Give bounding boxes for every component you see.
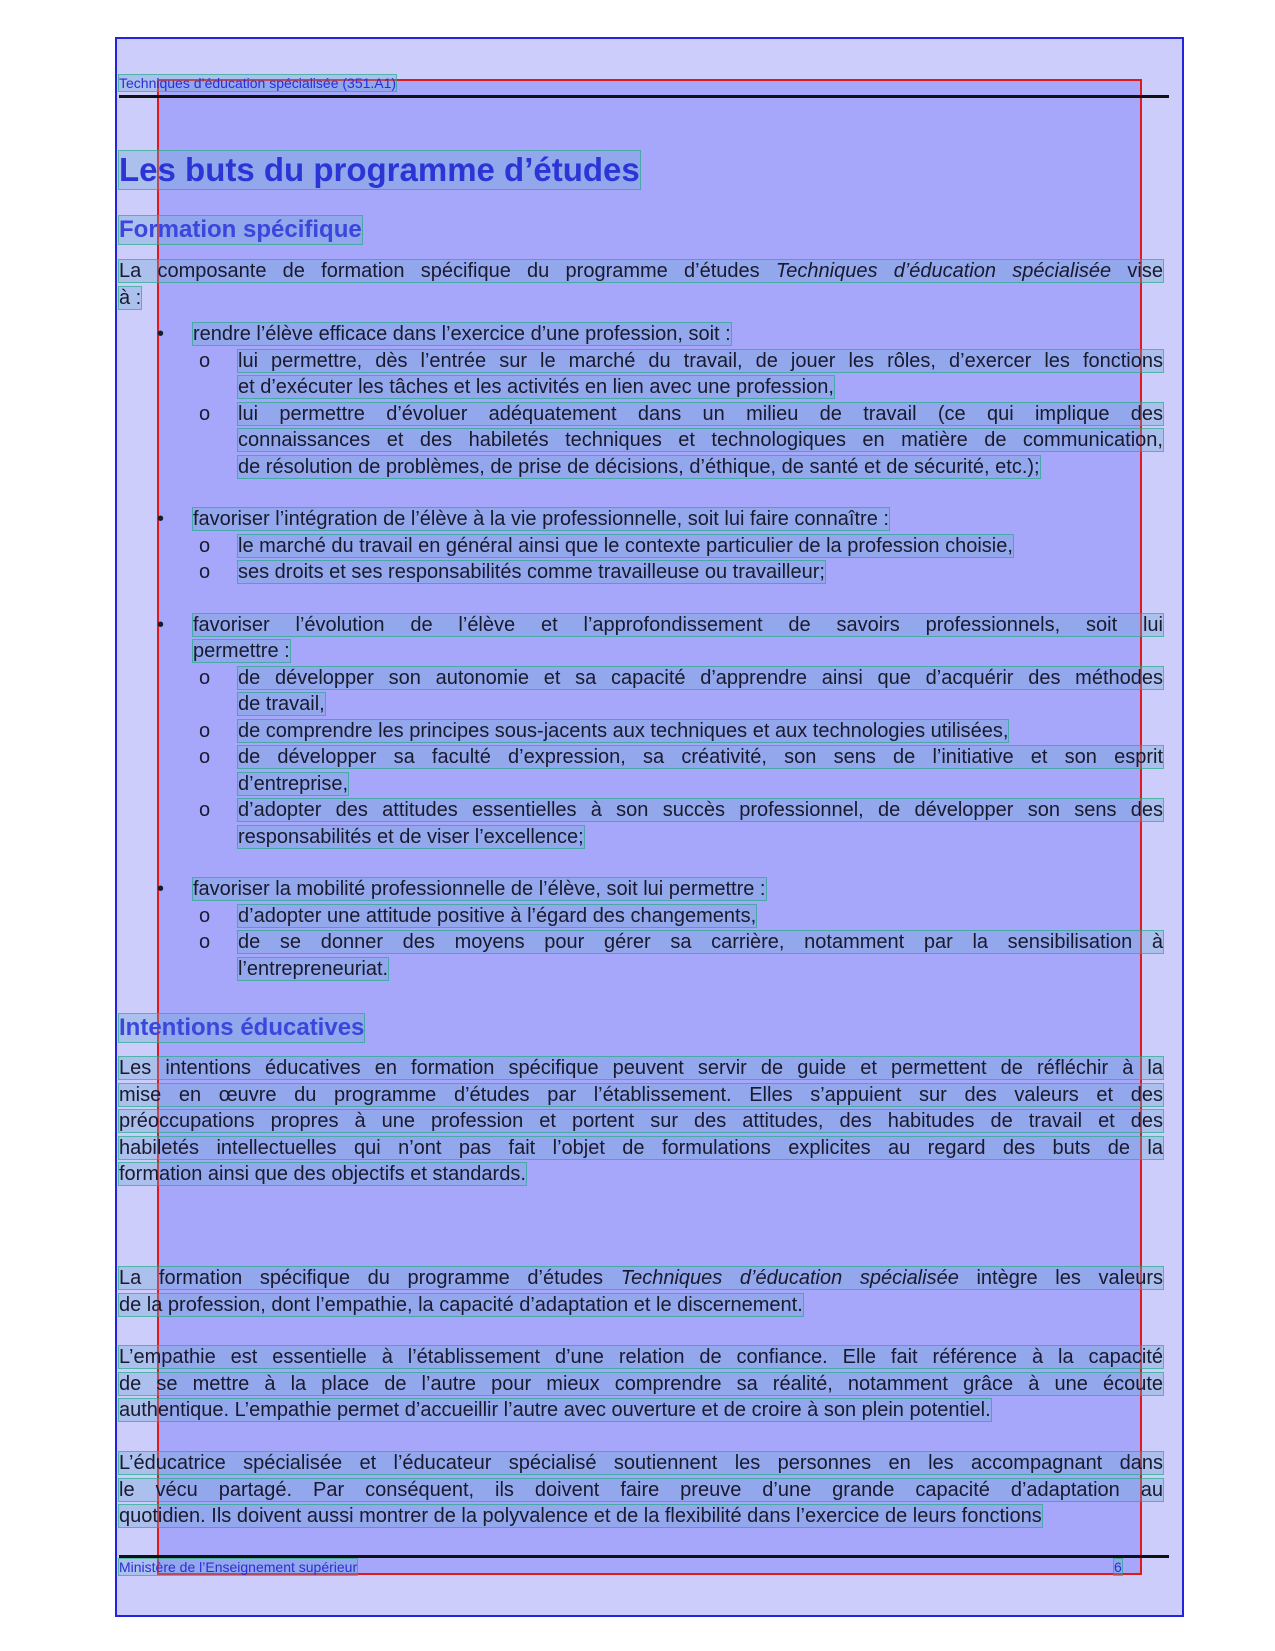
- bullet-dot-icon: •: [157, 613, 165, 636]
- paragraph-line: [119, 1344, 1163, 1371]
- paragraph-line: [119, 1503, 1163, 1530]
- paragraph-line: [119, 1397, 1163, 1424]
- goal-line-text: favoriser l’intégration de l’élève à la vie professionnelle, soit lui faire connaître :: [193, 508, 889, 530]
- goal-line: [193, 506, 1163, 533]
- page-number: 6: [1114, 1559, 1122, 1575]
- subitem-line: [238, 401, 1163, 428]
- bullet-circle-icon: o: [199, 534, 211, 557]
- paragraph-line: [119, 1477, 1163, 1504]
- intro-after: vise: [1111, 260, 1163, 282]
- paragraph-line-text: habiletés intellectuelles qui n’ont pas fait l’objet de formulations explicites au regard des buts de la: [119, 1136, 1163, 1159]
- p2-line2: de la profession, dont l’empathie, la capacité d’adaptation et le discernement.: [119, 1293, 803, 1316]
- subitem-line-text: lui permettre d’évoluer adéquatement dans un milieu de travail (ce qui implique des: [238, 402, 1163, 425]
- bullet-circle-icon: o: [199, 746, 211, 768]
- subitem-line-text: responsabilités et de viser l’excellence;: [238, 825, 584, 848]
- section-heading-formation: Formation spécifique: [119, 216, 362, 243]
- subitem-line-text: de résolution de problèmes, de prise de décisions, d’éthique, de santé et de sécurité, etc.);: [238, 455, 1040, 478]
- goal-subitem: [119, 718, 1163, 745]
- subitem-line-text: de travail,: [238, 693, 325, 715]
- p2-line: [119, 1265, 1163, 1292]
- subitem-line-text: d’adopter des attitudes essentielles à son succès professionnel, de développer son sens des: [238, 799, 1163, 821]
- bullet-dot-icon: •: [157, 323, 165, 345]
- bullet-dot-icon: •: [157, 878, 165, 900]
- subitem-line: [238, 718, 1163, 745]
- paragraph-line-text: L’éducatrice spécialisée et l’éducateur spécialisé soutiennent les personnes en les accompagnant dans: [119, 1452, 1163, 1474]
- paragraph-line: [119, 1055, 1163, 1082]
- paragraph-line-text: mise en œuvre du programme d’études par l’établissement. Elles s’appuient sur des valeurs et des: [119, 1083, 1163, 1106]
- goal-subitem: [119, 401, 1163, 481]
- bullet-circle-icon: o: [199, 402, 211, 425]
- intro-paragraph: [119, 258, 1163, 311]
- bullet-circle-icon: o: [199, 719, 211, 742]
- subitem-line-text: de se donner des moyens pour gérer sa carrière, notamment par la sensibilisation à: [238, 931, 1163, 953]
- goal-subitem: [119, 665, 1163, 718]
- subitem-line-text: de comprendre les principes sous-jacents aux techniques et aux technologies utilisées,: [238, 719, 1009, 742]
- goal-line-text: permettre :: [193, 640, 290, 662]
- subitem-line: [238, 559, 1163, 586]
- subitem-line-text: d’entreprise,: [238, 772, 349, 795]
- subitem-line: [238, 929, 1163, 956]
- intro-text: [119, 260, 1163, 282]
- goals-bullet-list: [119, 321, 1163, 982]
- goal-subitem: [119, 533, 1163, 560]
- intentions-paragraph-2: [119, 1265, 1163, 1318]
- p2-text: [119, 1267, 1163, 1289]
- goal-list-item: [119, 612, 1163, 665]
- header-rule: [119, 95, 1169, 98]
- goal-line-text: favoriser l’évolution de l’élève et l’approfondissement de savoirs professionnels, soit lui: [193, 613, 1163, 636]
- p2-after: intègre les valeurs: [958, 1267, 1163, 1289]
- subitem-line: [238, 374, 1163, 401]
- subitem-line: [238, 665, 1163, 692]
- subitem-line-text: d’adopter une attitude positive à l’égard des changements,: [238, 904, 757, 927]
- goal-subitem: [119, 929, 1163, 982]
- goal-list-item: [119, 321, 1163, 348]
- intro-line2: à :: [119, 286, 142, 309]
- bullet-circle-icon: o: [199, 904, 211, 927]
- subitem-line: [238, 744, 1163, 771]
- goal-line-text: favoriser la mobilité professionnelle de l’élève, soit lui permettre :: [193, 878, 766, 900]
- paragraph-line-text: authentique. L’empathie permet d’accueillir l’autre avec ouverture et de croire à son plein potentiel.: [119, 1399, 991, 1421]
- p2-line: [119, 1292, 1163, 1319]
- goal-subitem: [119, 903, 1163, 930]
- subitem-line: [238, 771, 1163, 798]
- subitem-line: [238, 797, 1163, 824]
- goal-subitem: [119, 744, 1163, 797]
- goal-list-item: [119, 876, 1163, 903]
- bullet-circle-icon: o: [199, 561, 211, 583]
- intentions-paragraph-3: [119, 1344, 1163, 1424]
- paragraph-line-text: de se mettre à la place de l’autre pour mieux comprendre sa réalité, notamment grâce à une écoute: [119, 1372, 1163, 1395]
- subitem-line-text: de développer son autonomie et sa capacité d’apprendre ainsi que d’acquérir des méthodes: [238, 666, 1163, 689]
- paragraph-line: [119, 1135, 1163, 1162]
- goal-line: [193, 612, 1163, 639]
- bullet-circle-icon: o: [199, 349, 211, 372]
- paragraph-line-text: L’empathie est essentielle à l’établissement d’une relation de confiance. Elle fait référence à la capacité: [119, 1346, 1163, 1368]
- goal-line-text: rendre l’élève efficace dans l’exercice d’une profession, soit :: [193, 323, 731, 345]
- paragraph-line: [119, 1082, 1163, 1109]
- goal-list-item: [119, 506, 1163, 533]
- bullet-circle-icon: o: [199, 799, 211, 821]
- section-heading-intentions: Intentions éducatives: [119, 1014, 365, 1041]
- bullet-dot-icon: •: [157, 508, 165, 530]
- subitem-line-text: le marché du travail en général ainsi que le contexte particulier de la profession choisie,: [238, 534, 1013, 557]
- subitem-line-text: et d’exécuter les tâches et les activités en lien avec une profession,: [238, 376, 834, 398]
- paragraph-line-text: Les intentions éducatives en formation spécifique peuvent servir de guide et permettent de réfléchir à la: [119, 1057, 1163, 1079]
- goal-line: [193, 638, 1163, 665]
- goal-subitem: [119, 348, 1163, 401]
- intentions-paragraph-1: [119, 1055, 1163, 1188]
- goal-subitem: [119, 797, 1163, 850]
- paragraph-line: [119, 1371, 1163, 1398]
- intentions-paragraph-4: [119, 1450, 1163, 1530]
- paragraph-line-text: le vécu partagé. Par conséquent, ils doivent faire preuve d’une grande capacité d’adaptation au: [119, 1478, 1163, 1501]
- program-name: Techniques d’éducation spécialisée: [775, 260, 1112, 282]
- paragraph-line: [119, 1450, 1163, 1477]
- subitem-line: [238, 903, 1163, 930]
- subitem-line: [238, 533, 1163, 560]
- subitem-line: [238, 691, 1163, 718]
- subitem-line-text: de développer sa faculté d’expression, sa créativité, son sens de l’initiative et son esprit: [238, 746, 1163, 768]
- page-title: Les buts du programme d’études: [119, 151, 640, 188]
- subitem-line-text: connaissances et des habiletés techniques et technologiques en matière de communication,: [238, 429, 1163, 451]
- subitem-line: [238, 824, 1163, 851]
- paragraph-line-text: quotidien. Ils doivent aussi montrer de la polyvalence et de la flexibilité dans l’exercice de leurs fonctions: [119, 1505, 1042, 1527]
- program-name: Techniques d’éducation spécialisée: [620, 1267, 959, 1289]
- goal-subitem: [119, 559, 1163, 586]
- intro-line: [119, 258, 1163, 285]
- goal-line: [193, 321, 1163, 348]
- paragraph-line: [119, 1108, 1163, 1135]
- subitem-line: [238, 956, 1163, 983]
- subitem-line: [238, 427, 1163, 454]
- paragraph-line-text: préoccupations propres à une profession et portent sur des attitudes, des habitudes de travail et des: [119, 1110, 1163, 1132]
- paragraph-line-text: formation ainsi que des objectifs et standards.: [119, 1163, 526, 1185]
- subitem-line-text: lui permettre, dès l’entrée sur le marché du travail, de jouer les rôles, d’exercer les fonctions: [238, 349, 1163, 372]
- intro-line: [119, 285, 1163, 312]
- subitem-line-text: ses droits et ses responsabilités comme travailleuse ou travailleur;: [238, 561, 825, 583]
- subitem-line: [238, 348, 1163, 375]
- subitem-line-text: l’entrepreneuriat.: [238, 957, 389, 980]
- bullet-circle-icon: o: [199, 931, 211, 953]
- goal-line: [193, 876, 1163, 903]
- subitem-line: [238, 454, 1163, 481]
- running-footer: Ministère de l’Enseignement supérieur: [119, 1559, 358, 1575]
- paragraph-line: [119, 1161, 1163, 1188]
- footer-rule: [119, 1555, 1169, 1558]
- p2-before: La formation spécifique du programme d’études: [119, 1267, 621, 1289]
- intro-before: La composante de formation spécifique du programme d’études: [119, 260, 776, 282]
- running-header: Techniques d’éducation spécialisée (351.A1): [119, 75, 397, 91]
- bullet-circle-icon: o: [199, 666, 211, 689]
